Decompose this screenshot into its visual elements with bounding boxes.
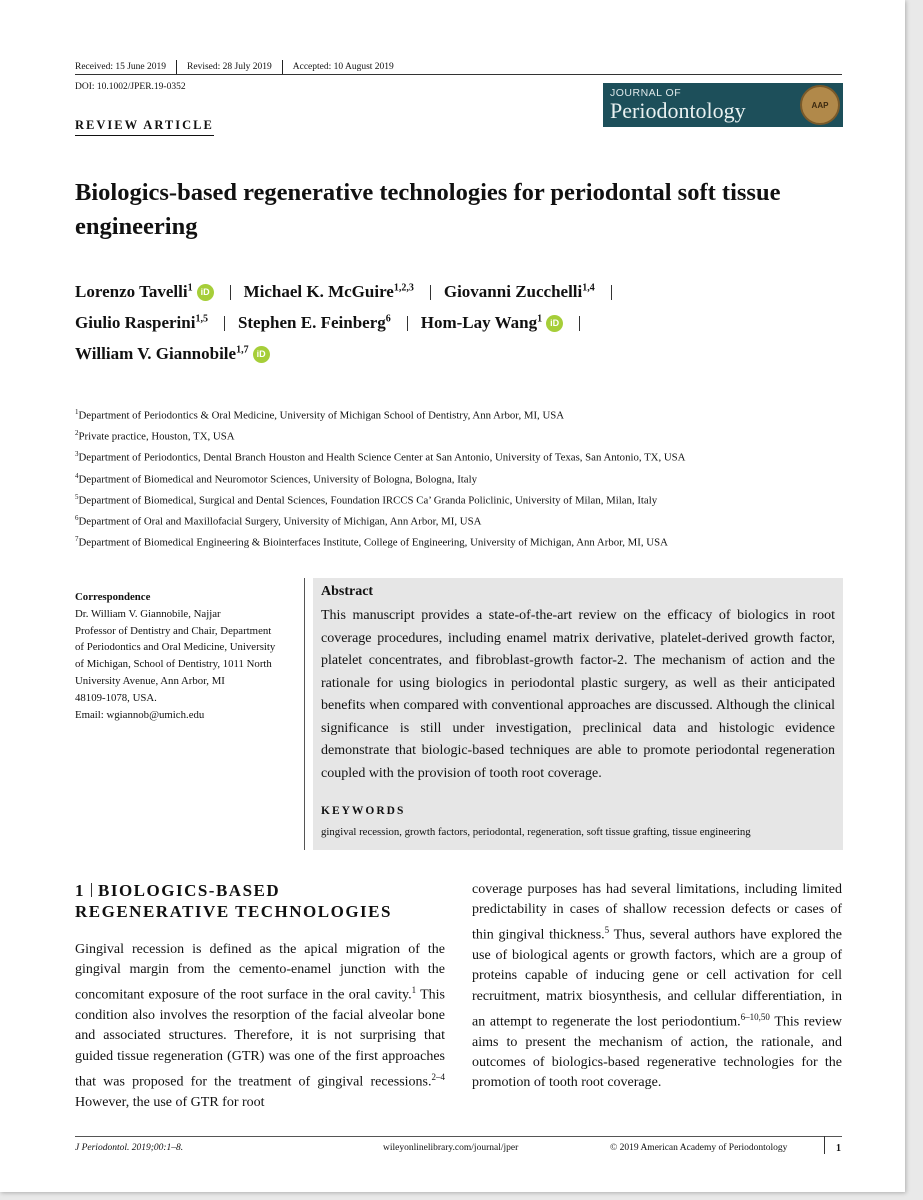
body-text-left: [75, 940, 445, 1113]
section-title-line: BIOLOGICS-BASED: [98, 881, 281, 900]
author-row-1: [75, 282, 855, 302]
correspondence-email[interactable]: Email: wgiannob@umich.edu: [75, 708, 205, 721]
body-text: However, the use of GTR for root: [75, 1094, 265, 1110]
divider: [430, 285, 431, 300]
body-text-right: [472, 880, 842, 1093]
correspondence-line: 48109-1078, USA.: [75, 691, 157, 704]
page-number: 1: [836, 1143, 841, 1154]
section-title-line: REGENERATIVE TECHNOLOGIES: [75, 902, 392, 921]
affiliation: $^3$Department of Periodontics, Dental Branch Houston and Health Science Center at San Antonio, University of Texas, San Antonio, TX, USA: [75, 450, 686, 464]
affiliation: $^6$Department of Oral and Maxillofacial Surgery, University of Michigan, Ann Arbor, MI, USA: [75, 513, 482, 528]
revised-date: Revised: 28 July 2019: [187, 62, 272, 72]
author-name[interactable]: Michael K. McGuire$^{1,2,3}$: [243, 282, 414, 301]
keywords-heading: KEYWORDS: [321, 805, 406, 817]
correspondence-line: University Avenue, Ann Arbor, MI: [75, 674, 225, 687]
orcid-icon[interactable]: iD: [253, 346, 270, 363]
orcid-icon[interactable]: iD: [197, 284, 214, 301]
affiliation: $^4$Department of Biomedical and Neuromotor Sciences, University of Bologna, Bologna, Italy: [75, 471, 477, 486]
correspondence-line: Professor of Dentistry and Chair, Department: [75, 624, 272, 637]
correspondence-line: of Periodontics and Oral Medicine, University: [75, 641, 276, 654]
divider: [230, 285, 231, 300]
doi[interactable]: DOI: 10.1002/JPER.19-0352: [75, 82, 186, 92]
journal-logo-name: Periodontology: [610, 97, 746, 123]
divider: [176, 60, 177, 74]
author-row-2: [75, 313, 855, 333]
column-divider: [304, 578, 305, 850]
author-row-3: [75, 344, 855, 364]
abstract-body: This manuscript provides a state-of-the-art review on the efficacy of biologics in root coverage procedures, including enamel matrix derivative, platelet-derived growth factor, platelet concentrates, and fibroblast-growth factor-2. The mechanism of action and the rationale for using biologics in periodontal plastic surgery, as well as their anticipated benefits when compared with conventional approaches are discussed. Although the clinical significance is still under investigation, preclinical data and histologic evidence demonstrate that biologic-based techniques are able to promote periodontal regeneration coupled with the provision of tooth root coverage.: [321, 608, 835, 781]
correspondence-heading: Correspondence: [75, 591, 151, 603]
citation-ref[interactable]: 6–10,50: [740, 1011, 770, 1022]
history-dates: [75, 60, 394, 74]
footer-copyright: © 2019 American Academy of Periodontology: [610, 1143, 788, 1153]
divider: [282, 60, 283, 74]
section-number: 1: [75, 881, 85, 900]
author-name[interactable]: Stephen E. Feinberg$^6$: [237, 313, 391, 332]
body-text: This review aims to present the mechanism of action, the rationale, and outcomes of biologics-based regenerative technologies for the promotion of tooth root coverage.: [472, 1014, 842, 1091]
affiliation: $^1$Department of Periodontics & Oral Medicine, University of Michigan School of Dentistry, Ann Arbor, MI, USA: [75, 408, 565, 422]
body-text: Thus, several authors have explored the use of biological agents or growth factors, which are a group of proteins capable of inducing gene or cell activation for cell recruitment, matrix biosynthesis, and cellular differentiation, in an attempt to regenerate the lost periodontium.: [472, 928, 842, 1030]
article-title: Biologics-based regenerative technologies for periodontal soft tissue engineering: [75, 179, 781, 240]
divider: [224, 316, 225, 331]
divider: [91, 883, 92, 897]
footer-citation: J Periodontol. 2019;00:1–8.: [75, 1143, 184, 1153]
citation-ref[interactable]: 1: [411, 985, 417, 996]
correspondence-line: of Michigan, School of Dentistry, 1011 North: [75, 658, 272, 671]
journal-logo-small: JOURNAL OF: [610, 87, 682, 100]
aap-seal-icon: AAP: [800, 85, 840, 125]
footer-rule: [75, 1136, 842, 1137]
divider: [579, 316, 580, 331]
body-text: coverage purposes has had several limitations, including limited predictability in cases of shallow recession defects or cases of thin gingival thickness.: [472, 882, 842, 944]
author-name[interactable]: Giovanni Zucchelli$^{1,4}$: [443, 282, 595, 301]
keywords-list: gingival recession, growth factors, periodontal, regeneration, soft tissue grafting, tissue engineering: [321, 826, 751, 838]
footer-url[interactable]: wileyonlinelibrary.com/journal/jper: [383, 1143, 519, 1153]
author-name[interactable]: Giulio Rasperini$^{1,5}$: [75, 313, 208, 332]
abstract-heading: Abstract: [321, 584, 374, 599]
author-name[interactable]: William V. Giannobile$^{1,7}$: [75, 344, 249, 363]
abstract-box: [313, 578, 843, 850]
author-name[interactable]: Lorenzo Tavelli$^1$: [75, 282, 193, 301]
affiliation: $^7$Department of Biomedical Engineering & Biointerfaces Institute, College of Engineering, University of Michigan, Ann Arbor, MI, USA: [75, 535, 668, 549]
received-date: Received: 15 June 2019: [75, 62, 167, 72]
divider: [611, 285, 612, 300]
affiliation: $^2$Private practice, Houston, TX, USA: [75, 429, 235, 443]
section-heading: [75, 880, 455, 922]
divider: [824, 1136, 825, 1154]
affiliation: $^5$Department of Biomedical, Surgical and Dental Sciences, Foundation IRCCS Ca’ Granda Policlinic, University of Milan, Milan, Italy: [75, 492, 658, 507]
orcid-icon[interactable]: iD: [546, 315, 563, 332]
correspondence: [75, 589, 297, 723]
body-text: This condition also involves the resorption of the facial alveolar bone and associated structures. Therefore, it is not surprising that guided tissue regeneration (GTR) was one of the first approaches that was proposed for the treatment of gingival recessions.: [75, 988, 445, 1090]
affiliations: [75, 408, 865, 556]
author-name[interactable]: Hom-Lay Wang$^1$: [420, 313, 543, 332]
accepted-date: Accepted: 10 August 2019: [292, 62, 394, 72]
article-type: REVIEW ARTICLE: [75, 118, 214, 136]
divider: [407, 316, 408, 331]
body-text: Gingival recession is defined as the apical migration of the gingival margin from the cemento-enamel junction with the concomitant exposure of the root surface in the oral cavity.: [75, 942, 445, 1004]
correspondence-line: Dr. William V. Giannobile, Najjar: [75, 607, 221, 620]
citation-ref[interactable]: 5: [604, 925, 610, 936]
citation-ref[interactable]: 2–4: [431, 1071, 445, 1082]
journal-logo[interactable]: [603, 83, 843, 127]
header-rule: [75, 74, 842, 75]
